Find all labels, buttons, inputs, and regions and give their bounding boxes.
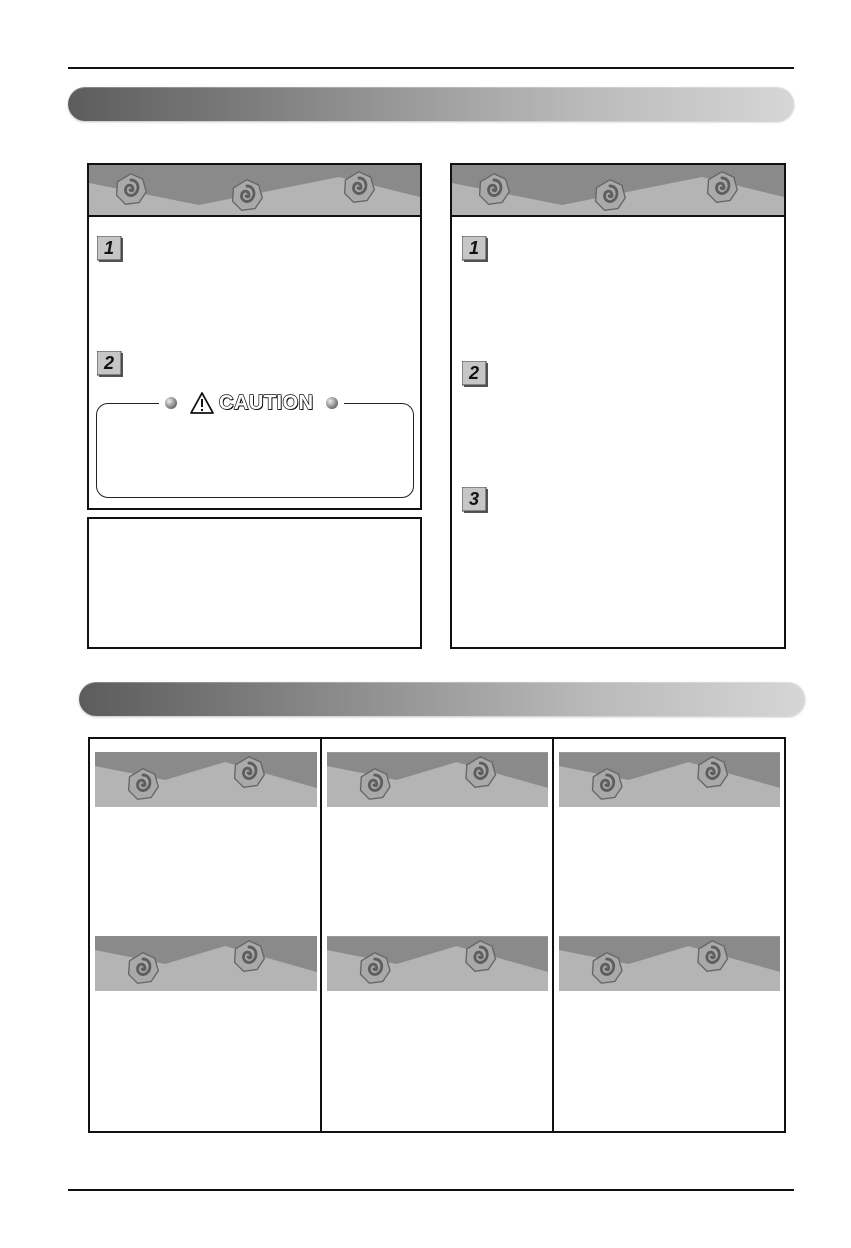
grid-divider [320,739,322,1131]
tile-header-art [95,752,317,807]
panel-left-note [87,517,422,649]
panel-left-steps [87,163,422,510]
step-number-badge [462,487,488,513]
bead-icon [326,397,338,409]
step-number-badge [462,361,488,387]
bead-icon [165,397,177,409]
step-number: 3 [468,488,479,509]
step-number-badge [97,351,123,377]
top-rule [68,67,794,69]
step-number-badge [462,236,488,262]
tile-header-art [95,936,317,991]
tips-grid [88,737,786,1133]
tile-header-art [559,752,780,807]
bottom-rule [68,1189,794,1191]
panel-header-art [89,165,420,215]
panel-header-art [452,165,784,215]
tile-header-art [327,752,548,807]
section-band-bottom [79,682,805,716]
section-band-top [68,87,794,121]
step-number: 1 [103,237,114,258]
warning-triangle-icon [189,391,215,415]
grid-divider [552,739,554,1131]
tile-header-art [327,936,548,991]
caution-header [159,389,344,417]
panel-right-steps [450,163,786,649]
step-number: 1 [468,237,479,258]
caution-label: CAUTION [219,391,314,414]
step-number-badge [97,236,123,262]
step-number: 2 [103,352,114,373]
tile-header-art [559,936,780,991]
step-number: 2 [468,362,479,383]
caution-box [96,403,414,498]
